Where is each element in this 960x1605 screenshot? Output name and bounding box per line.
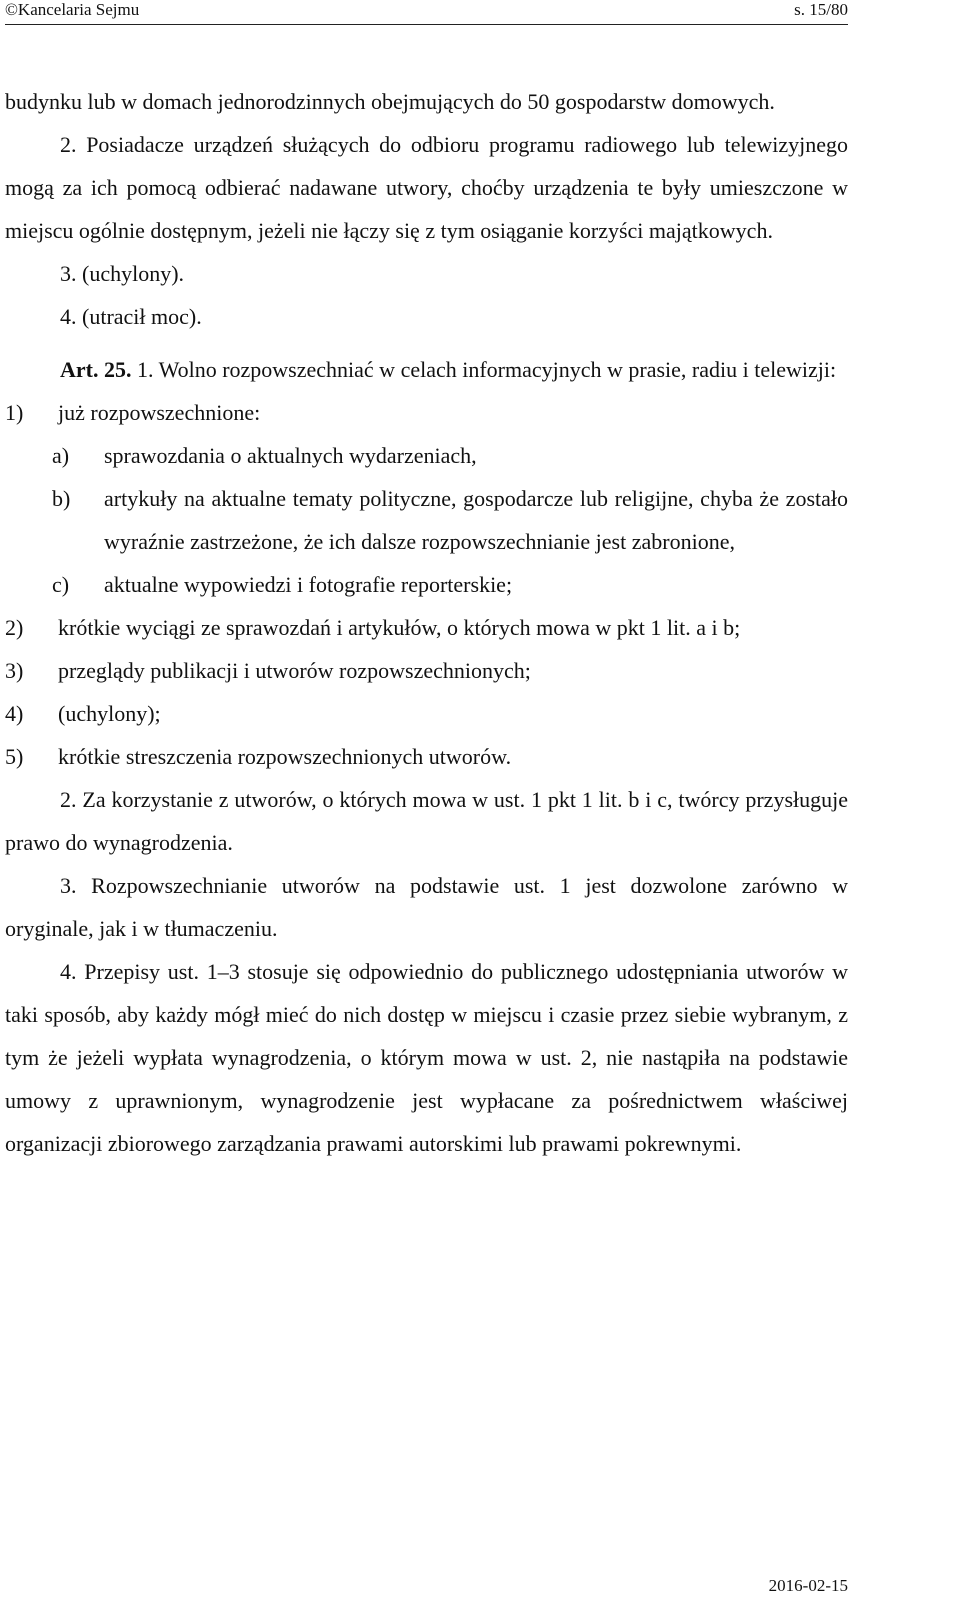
article-25 xyxy=(5,348,848,391)
paragraph-ust-4: 4. (utracił moc). xyxy=(60,304,202,329)
list-item-text: przeglądy publikacji i utworów rozpowszechnionych; xyxy=(58,658,531,683)
sublist-item-text: sprawozdania o aktualnych wydarzeniach, xyxy=(104,443,477,468)
page-header xyxy=(5,0,848,25)
list-item-number: 1) xyxy=(5,400,24,425)
sublist-item-text: aktualne wypowiedzi i fotografie reporterskie; xyxy=(104,572,513,597)
page-number: s. 15/80 xyxy=(794,0,848,19)
list-item xyxy=(5,391,848,434)
sublist-item-text: artykuły na aktualne tematy polityczne, gospodarcze lub religijne, chyba że zostało wyraźnie zastrzeżone, że ich dalsze rozpowszechnianie jest zabronione, xyxy=(104,486,848,554)
list-item xyxy=(5,735,848,778)
list-item-text: krótkie streszczenia rozpowszechnionych utworów. xyxy=(58,744,512,769)
list-item-number: 2) xyxy=(5,615,24,640)
paragraph-art25-ust-2: 2. Za korzystanie z utworów, o których mowa w ust. 1 pkt 1 lit. b i c, twórcy przysługuje prawo do wynagrodzenia. xyxy=(5,787,848,855)
paragraph-ust-3: 3. (uchylony). xyxy=(60,261,185,286)
list-item-number: 5) xyxy=(5,744,24,769)
sublist-item xyxy=(52,563,848,606)
list-item-number: 4) xyxy=(5,701,24,726)
paragraph-continuation: budynku lub w domach jednorodzinnych obejmujących do 50 gospodarstw domowych. xyxy=(5,89,775,114)
paragraph-ust-2: 2. Posiadacze urządzeń służących do odbioru programu radiowego lub telewizyjnego mogą za ich pomocą odbierać nadawane utwory, choćby urządzenia te były umieszczone w miejscu ogólnie dostępnym, jeżeli nie łączy się z tym osiąganie korzyści majątkowych. xyxy=(5,132,848,243)
list-item-number: 3) xyxy=(5,658,24,683)
list-item-text: już rozpowszechnione: xyxy=(58,400,261,425)
list-item-text: (uchylony); xyxy=(58,701,161,726)
list-item-text: krótkie wyciągi ze sprawozdań i artykułów, o których mowa w pkt 1 lit. a i b; xyxy=(58,615,741,640)
article-text: 1. Wolno rozpowszechniać w celach informacyjnych w prasie, radiu i telewizji: xyxy=(131,357,837,382)
article-label: Art. 25. xyxy=(60,357,132,382)
sublist-item xyxy=(52,477,848,563)
sublist-item-letter: c) xyxy=(52,572,70,597)
sublist-item xyxy=(52,434,848,477)
publisher-label: ©Kancelaria Sejmu xyxy=(5,0,140,19)
list-item xyxy=(5,649,848,692)
paragraph-art25-ust-4: 4. Przepisy ust. 1–3 stosuje się odpowiednio do publicznego udostępniania utworów w taki sposób, aby każdy mógł mieć do nich dostęp w miejscu i czasie przez siebie wybranym, z tym że jeżeli wypłata wynagrodzenia, o którym mowa w ust. 2, nie nastąpiła na podstawie umowy z uprawnionym, wynagrodzenie jest wypłacane za pośrednictwem właściwej organizacji zbiorowego zarządzania prawami autorskimi lub prawami pokrewnymi. xyxy=(5,959,848,1156)
list-item xyxy=(5,606,848,649)
paragraph-art25-ust-3: 3. Rozpowszechnianie utworów na podstawie ust. 1 jest dozwolone zarówno w oryginale, jak i w tłumaczeniu. xyxy=(5,873,848,941)
document-body xyxy=(5,80,848,1165)
list-item xyxy=(5,692,848,735)
footer-date: 2016-02-15 xyxy=(768,1576,848,1595)
sublist-item-letter: b) xyxy=(52,486,71,511)
sublist-item-letter: a) xyxy=(52,443,70,468)
